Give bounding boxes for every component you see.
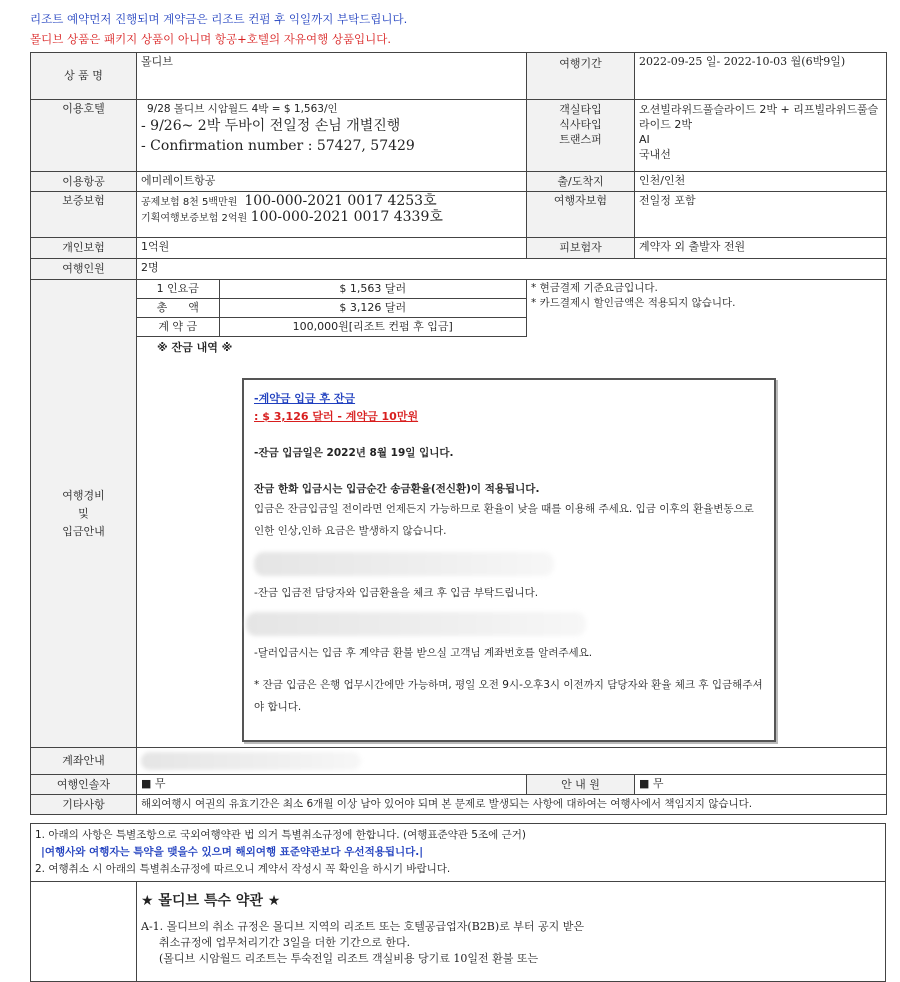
terms-intro	[31, 824, 886, 882]
insurance-line2-num: 100-000-2021 0017 4339호	[250, 209, 443, 225]
box-rate-text: 입금은 잔금입금일 전이라면 언제든지 가능하므로 환율이 낮을 때를 이용해 주세요. 입금 이후의 환율변동으로 인한 인상,인하 요금은 발생하지 않습니다.	[254, 503, 754, 537]
term-a1c: (몰디브 시암월드 리조트는 투숙전일 리조트 객실비용 당기료 10일전 환불 또는	[159, 952, 539, 965]
cost-subtable	[137, 280, 527, 337]
insurance-line2-small: 기획여행보증보험 2억원	[141, 213, 248, 224]
terms-left-cell	[31, 882, 137, 982]
airline-label: 이용항공	[31, 172, 137, 192]
room-type-value: 오션빌라위드풀슬라이드 2박 + 리프빌라위드풀슬라이드 2박	[639, 103, 879, 131]
room-labels	[527, 100, 635, 172]
account-redacted	[141, 752, 361, 770]
guide-label: 안 내 원	[527, 775, 635, 795]
box-due: -잔금 입금일은 2022년 8월 19일 입니다.	[254, 447, 454, 459]
transfer-label: 트랜스퍼	[559, 133, 602, 146]
escort-value: ■ 무	[137, 775, 527, 795]
costs-label-line3: 입금안내	[62, 524, 105, 538]
escort-label: 여행인솔자	[31, 775, 137, 795]
costs-label-line1: 여행경비	[62, 488, 105, 502]
hotel-value	[137, 100, 527, 172]
term-a1b: 취소규정에 업무처리기간 3일을 더한 기간으로 한다.	[159, 936, 411, 949]
meal-type-label: 식사타입	[559, 118, 602, 131]
insurance-label: 보증보험	[31, 192, 137, 238]
personal-insurance-label: 개인보험	[31, 238, 137, 259]
total-label: 총 액	[137, 299, 219, 318]
deposit-label: 계 약 금	[137, 318, 219, 337]
etc-value: 해외여행시 여권의 유효기간은 최소 6개월 이상 남아 있어야 되며 본 문제로 발생되는 사항에 대하여는 여행사에서 책임지지 않습니다.	[137, 795, 887, 815]
hotel-line3: - Confirmation number : 57427, 57429	[141, 138, 415, 154]
insurance-line1-num: 100-000-2021 0017 4253호	[244, 193, 437, 209]
terms-p2: 2. 여행취소 시 아래의 특별취소규정에 따르오니 계약서 작성시 꼭 확인을 하시기 바랍니다.	[35, 863, 451, 875]
per-person-value: $ 1,563 달러	[219, 280, 527, 299]
per-person-label: 1 인요금	[137, 280, 219, 299]
personal-insurance-value: 1억원	[137, 238, 527, 259]
notice-free-travel: 몰디브 상품은 패키지 상품이 아니며 항공+호텔의 자유여행 상품입니다.	[30, 32, 392, 46]
terms-p1: 1. 아래의 사항은 특별조항으로 국외여행약관 법 의거 특별취소규정에 한합니다. (여행표준약관 5조에 근거)	[35, 829, 526, 841]
box-rate-bold: 잔금 한화 입금시는 입금순간 송금환율(전신환)이 적용됩니다.	[254, 483, 540, 495]
card-note: * 카드결제시 할인금액은 적용되지 않습니다.	[531, 297, 736, 309]
product-label: 상 품 명	[31, 53, 137, 100]
total-value: $ 3,126 달러	[219, 299, 527, 318]
balance-title: ※ 잔금 내역 ※	[157, 341, 233, 354]
costs-label	[31, 280, 137, 748]
insurance-value	[137, 192, 527, 238]
airline-value: 에미레이트항공	[137, 172, 527, 192]
etc-label: 기타사항	[31, 795, 137, 815]
people-label: 여행인원	[31, 259, 137, 280]
box-dollar: -달러입금시는 입금 후 계약금 환불 받으실 고객님 계좌번호를 알려주세요.	[254, 647, 593, 659]
insured-label: 피보험자	[527, 238, 635, 259]
costs-label-line2: 및	[78, 506, 89, 520]
redacted-line-2	[246, 612, 586, 636]
transfer-value: 국내선	[639, 148, 671, 161]
box-head1: -계약금 입금 후 잔금	[254, 392, 356, 405]
room-values	[635, 100, 887, 172]
product-value: 몰디브	[137, 53, 527, 100]
route-label: 출/도착지	[527, 172, 635, 192]
period-value: 2022-09-25 일- 2022-10-03 월(6박9일)	[635, 53, 887, 100]
special-terms-title: ★ 몰디브 특수 약관 ★	[141, 893, 281, 909]
terms-table	[30, 823, 886, 982]
account-label: 계좌안내	[31, 748, 137, 775]
traveler-insurance-label: 여행자보험	[527, 192, 635, 238]
period-label: 여행기간	[527, 53, 635, 100]
guide-value: ■ 무	[635, 775, 887, 795]
term-a1: A-1. 몰디브의 취소 규정은 몰디브 지역의 리조트 또는 호텔공급업자(B2B)로 부터 공지 받은	[141, 920, 585, 933]
box-hours: * 잔금 입금은 은행 업무시간에만 가능하며, 평일 오전 9시-오후3시 이전까지 담당자와 환율 체크 후 입금해주셔야 합니다.	[254, 679, 763, 713]
special-terms	[137, 882, 886, 982]
traveler-insurance-value: 전일정 포함	[635, 192, 887, 238]
balance-info-box	[242, 378, 776, 742]
account-value	[137, 748, 887, 775]
insurance-line1-small: 공제보험 8천 5백만원	[141, 197, 238, 208]
people-value: 2명	[137, 259, 887, 280]
insured-value: 계약자 외 출발자 전원	[635, 238, 887, 259]
hotel-label: 이용호텔	[31, 100, 137, 172]
deposit-value: 100,000원[리조트 컨펌 후 입금]	[219, 318, 527, 337]
room-type-label: 객실타입	[559, 103, 602, 116]
box-head2: : $ 3,126 달러 - 계약금 10만원	[254, 410, 419, 423]
hotel-line1: 9/28 몰디브 시암월드 4박 = $ 1,563/인	[147, 103, 338, 115]
hotel-line2: - 9/26~ 2박 두바이 전일정 손님 개별진행	[141, 118, 401, 134]
meal-type-value: AI	[639, 133, 650, 146]
terms-p1b: |여행사와 여행자는 특약을 맺을수 있으며 해외여행 표준약관보다 우선적용됩니다.|	[41, 846, 424, 858]
box-check: -잔금 입금전 담당자와 입금환율을 체크 후 입금 부탁드립니다.	[254, 587, 539, 599]
route-value: 인천/인천	[635, 172, 887, 192]
redacted-line-1	[254, 552, 554, 576]
cash-note: * 현금결제 기준요금입니다.	[531, 282, 658, 294]
notice-reservation: 리조트 예약먼저 진행되며 계약금은 리조트 컨펌 후 익일까지 부탁드립니다.	[30, 12, 408, 26]
